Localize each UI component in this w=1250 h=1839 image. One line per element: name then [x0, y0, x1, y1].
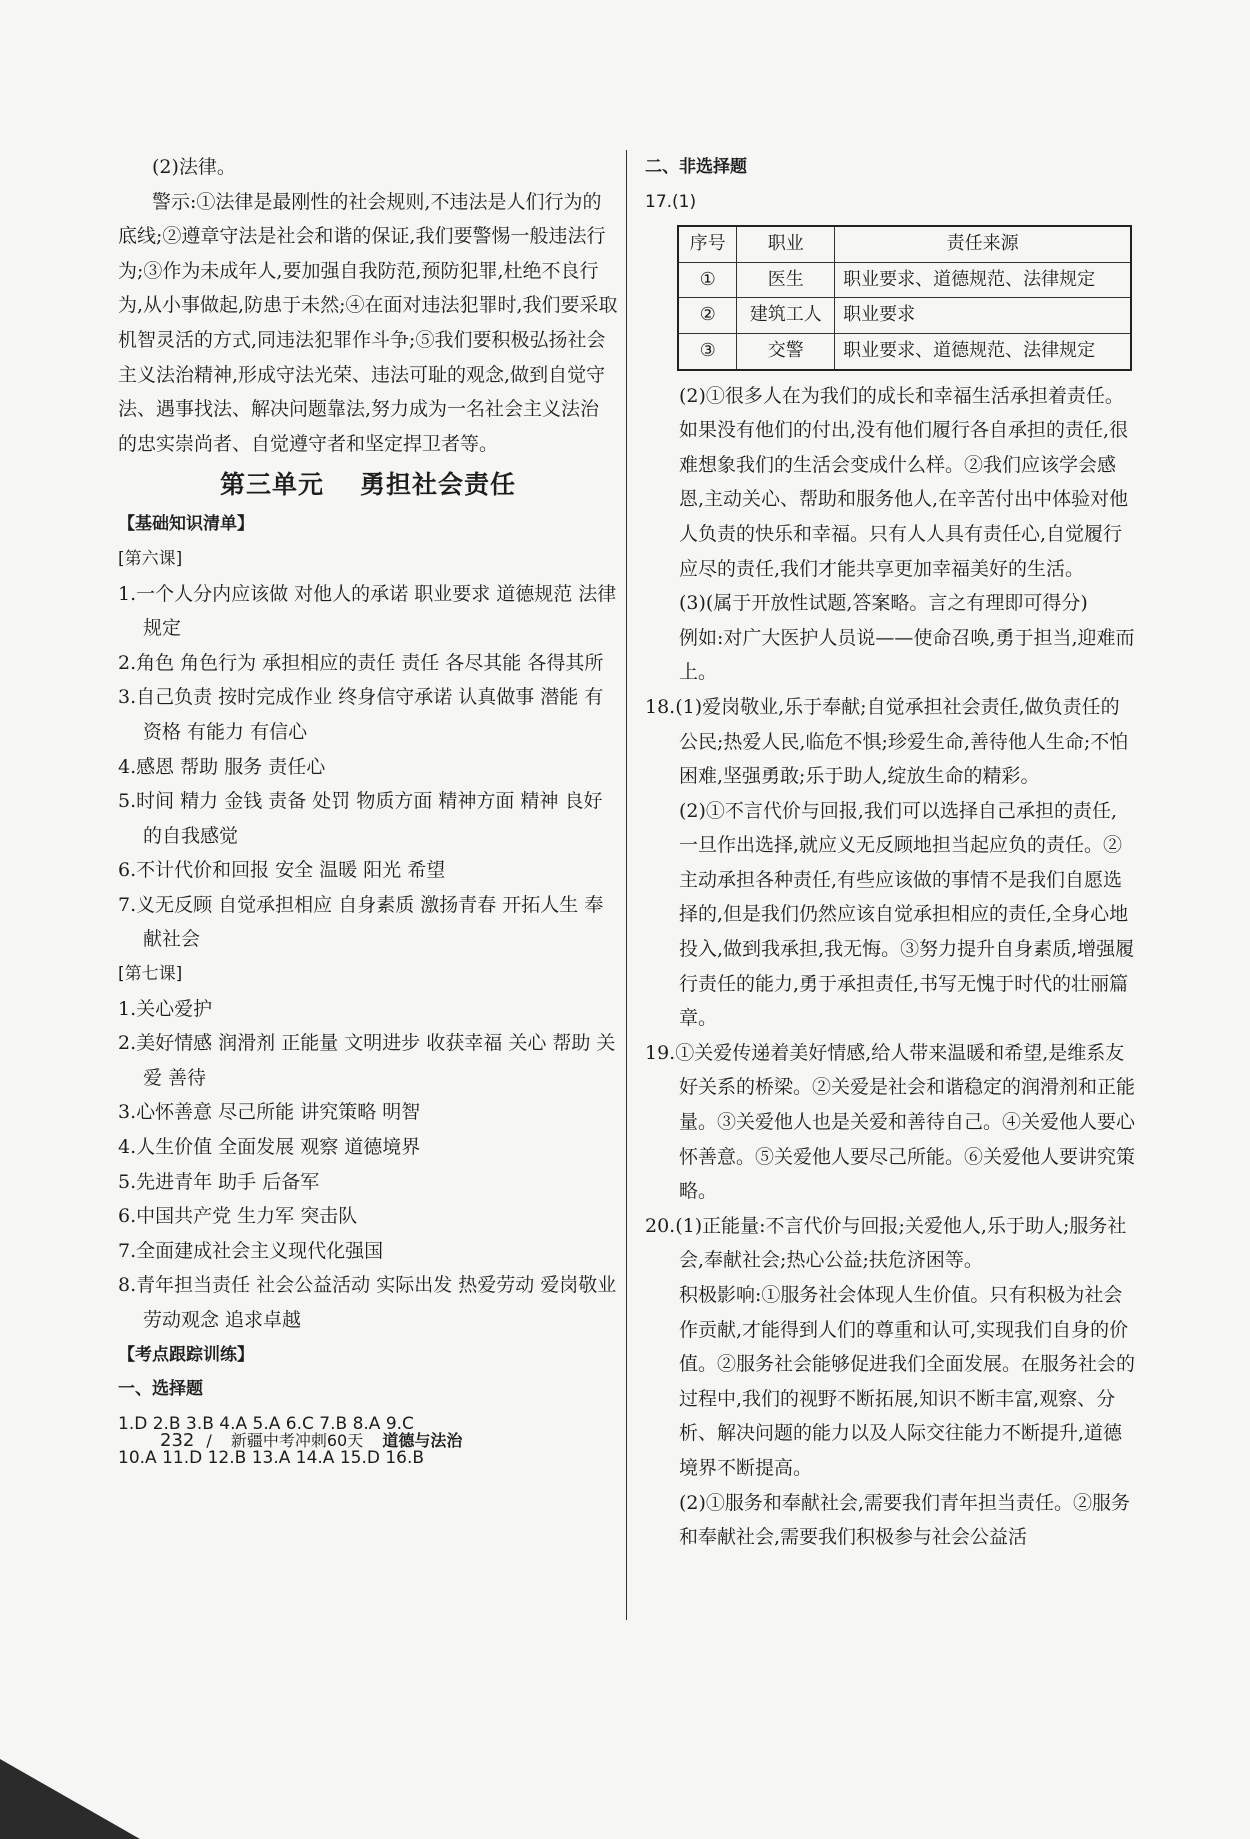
- page-footer: [160, 1428, 462, 1451]
- q17-part3-note: (3)(属于开放性试题,答案略。言之有理即可得分): [679, 592, 1088, 615]
- table-header-row: [678, 226, 1131, 262]
- left-column: [118, 150, 618, 1476]
- table-header: 职业: [737, 226, 835, 262]
- list-item: 5.时间 精力 金钱 责备 处罚 物质方面 精神方面 精神 良好的自我感觉: [118, 790, 603, 847]
- list-item: 1.一个人分内应该做 对他人的承诺 职业要求 道德规范 法律规定: [118, 582, 617, 640]
- responsibility-table: [677, 225, 1132, 370]
- table-cell: 职业要求、道德规范、法律规定: [835, 333, 1131, 369]
- table-cell: ②: [678, 298, 737, 334]
- table-cell: 建筑工人: [737, 298, 835, 334]
- page-number: 232: [160, 1430, 195, 1451]
- corner-triangle-decoration: [0, 1689, 140, 1839]
- list-item: 4.人生价值 全面发展 观察 道德境界: [118, 1136, 421, 1159]
- q20-part1: 20.(1)正能量:不言代价与回报;关爱他人,乐于助人;服务社会,奉献社会;热心公益;扶危济困等。: [645, 1214, 1127, 1272]
- list-item: 7.全面建成社会主义现代化强国: [118, 1239, 384, 1262]
- lesson-seven-heading: [第七课]: [118, 964, 183, 985]
- list-item: 3.自己负责 按时完成作业 终身信守承诺 认真做事 潜能 有资格 有能力 有信心: [118, 686, 604, 743]
- table-header: 序号: [678, 226, 737, 262]
- table-cell: 职业要求、道德规范、法律规定: [835, 262, 1131, 298]
- q19-answer: 19.①关爱传递着美好情感,给人带来温暖和希望,是维系友好关系的桥梁。②关爱是社会和谐稳定的润滑剂和正能量。③关爱他人也是关爱和善待自己。④关爱他人要心怀善意。⑤关爱他人要尽己所能。⑥关爱他人要讲究策略。: [645, 1041, 1136, 1203]
- book-title: 新疆中考冲刺60天: [230, 1431, 364, 1450]
- list-item: 2.角色 角色行为 承担相应的责任 责任 各尽其能 各得其所: [118, 651, 604, 674]
- table-header: 责任来源: [835, 226, 1131, 262]
- q18-part1: 18.(1)爱岗敬业,乐于奉献;自觉承担社会责任,做负责任的公民;热爱人民,临危不惧;珍爱生命,善待他人生命;不怕困难,坚强勇敢;乐于助人,绽放生命的精彩。: [645, 695, 1129, 788]
- table-row: [678, 298, 1131, 334]
- q17-part2: (2)①很多人在为我们的成长和幸福生活承担着责任。如果没有他们的付出,没有他们履行各自承担的责任,很难想象我们的生活会变成什么样。②我们应该学会感恩,主动关心、帮助和服务他人,在辛苦付出中体验对他人负责的快乐和幸福。只有人人具有责任心,自觉履行应尽的责任,我们才能共享更加幸福美好的生活。: [679, 384, 1129, 580]
- non-choice-heading: 二、非选择题: [645, 157, 747, 177]
- list-item: 7.义无反顾 自觉承担相应 自身素质 激扬青春 开拓人生 奉献社会: [118, 893, 604, 951]
- answer-row: 1.D 2.B 3.B 4.A 5.A 6.C 7.B 8.A 9.C: [118, 1413, 414, 1434]
- q17-part3-example: 例如:对广大医护人员说——使命召唤,勇于担当,迎难而上。: [679, 626, 1135, 684]
- intro-line: (2)法律。: [152, 156, 236, 178]
- lesson-six-heading: [第六课]: [118, 548, 183, 569]
- table-cell: ①: [678, 262, 737, 298]
- subject-name: 道德与法治: [382, 1431, 463, 1450]
- table-row: [678, 262, 1131, 298]
- unit-number: 第三单元: [219, 470, 324, 500]
- footer-separator: /: [206, 1431, 212, 1450]
- list-item: 3.心怀善意 尽己所能 讲究策略 明智: [118, 1101, 421, 1124]
- q20-part1-impact: 积极影响:①服务社会体现人生价值。只有积极为社会作贡献,才能得到人们的尊重和认可,实现我们自身的价值。②服务社会能够促进我们全面发展。在服务社会的过程中,我们的视野不断拓展,知识不断丰富,观察、分析、解决问题的能力以及人际交往能力不断提升,道德境界不断提高。: [679, 1284, 1136, 1479]
- table-cell: 交警: [737, 333, 835, 369]
- table-cell: 医生: [737, 262, 835, 298]
- unit-heading: [118, 463, 618, 507]
- right-column: [645, 150, 1135, 1555]
- section-practice: 【考点跟踪训练】: [118, 1344, 254, 1365]
- list-item: 2.美好情感 润滑剂 正能量 文明进步 收获幸福 关心 帮助 关爱 善待: [118, 1032, 616, 1089]
- list-item: 5.先进青年 助手 后备军: [118, 1170, 320, 1193]
- lesson-six-list: [118, 577, 618, 958]
- lesson-seven-list: [118, 992, 618, 1338]
- warning-paragraph: 警示:①法律是最刚性的社会规则,不违法是人们行为的底线;②遵章守法是社会和谐的保证,我们要警惕一般违法行为;③作为未成年人,要加强自我防范,预防犯罪,杜绝不良行为,从小事做起,防患于未然;④在面对违法犯罪时,我们要采取机智灵活的方式,同违法犯罪作斗争;⑤我们要积极弘扬社会主义法治精神,形成守法光荣、违法可耻的观念,做到自觉守法、遇事找法、解决问题靠法,努力成为一名社会主义法治的忠实崇尚者、自觉遵守者和坚定捍卫者等。: [118, 190, 618, 455]
- list-item: 6.不计代价和回报 安全 温暖 阳光 希望: [118, 859, 446, 882]
- answer-row: 10.A 11.D 12.B 13.A 14.A 15.D 16.B: [118, 1448, 425, 1469]
- q17-label: 17.(1): [645, 191, 697, 212]
- q18-part2: (2)①不言代价与回报,我们可以选择自己承担的责任,一旦作出选择,就应义无反顾地担当起应负的责任。②主动承担各种责任,有些应该做的事情不是我们自愿选择的,但是我们仍然应该自觉承担相应的责任,全身心地投入,做到我承担,我无悔。③努力提升自身素质,增强履行责任的能力,勇于承担责任,书写无愧于时代的壮丽篇章。: [679, 799, 1135, 1030]
- list-item: 8.青年担当责任 社会公益活动 实际出发 热爱劳动 爱岗敬业 劳动观念 追求卓越: [118, 1274, 617, 1331]
- list-item: 4.感恩 帮助 服务 责任心: [118, 755, 326, 778]
- q20-part2: (2)①服务和奉献社会,需要我们青年担当责任。②服务和奉献社会,需要我们积极参与社会公益活: [679, 1491, 1130, 1549]
- list-item: 1.关心爱护: [118, 997, 213, 1020]
- list-item: 6.中国共产党 生力军 突击队: [118, 1205, 358, 1228]
- table-row: [678, 333, 1131, 369]
- table-cell: ③: [678, 333, 737, 369]
- table-cell: 职业要求: [835, 298, 1131, 334]
- multiple-choice-heading: 一、选择题: [118, 1379, 203, 1400]
- unit-title: 勇担社会责任: [360, 470, 517, 500]
- column-divider: [626, 150, 627, 1620]
- section-basic-knowledge: 【基础知识清单】: [118, 514, 254, 535]
